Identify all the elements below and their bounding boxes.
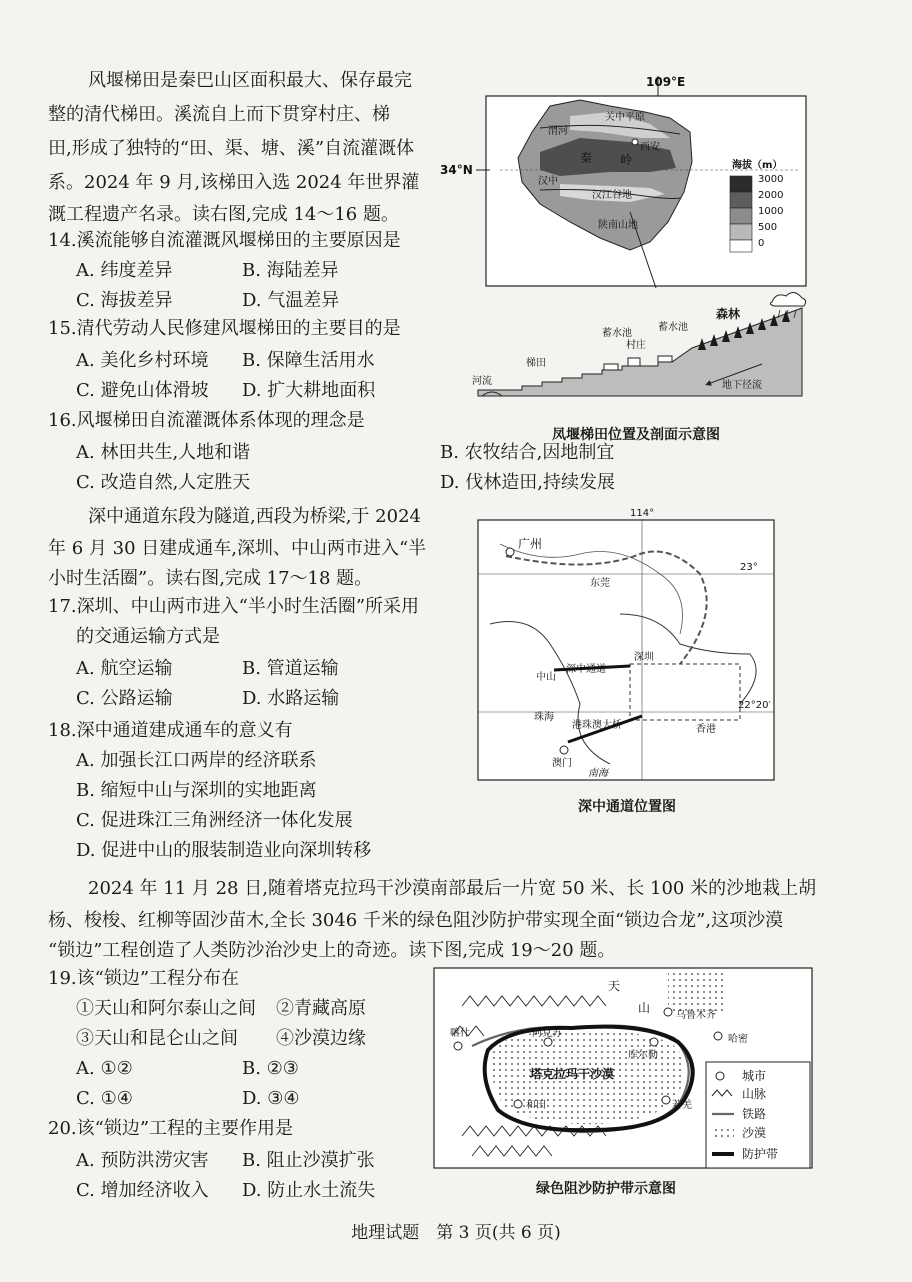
place-label: 汉中: [538, 176, 558, 187]
question-stem: 16.风堰梯田自流灌溉体系体现的理念是: [48, 410, 365, 431]
place-label: 塔克拉玛干沙漠: [530, 1067, 615, 1081]
intro-line: 田,形成了独特的“田、渠、塘、溪”自流灌溉体: [48, 138, 415, 159]
option-a: A. 纬度差异: [76, 260, 173, 281]
figure-caption: 凤堰梯田位置及剖面示意图: [552, 427, 720, 443]
option-a: A. 航空运输: [76, 658, 173, 679]
profile-label: 地下径流: [722, 380, 762, 391]
legend-value: 0: [758, 238, 765, 249]
legend-label: 铁路: [742, 1107, 767, 1121]
intro-line: 2024 年 11 月 28 日,随着塔克拉玛干沙漠南部最后一片宽 50 米、长 100 米的沙地栽上胡: [88, 878, 817, 899]
dzungaria-desert: [668, 972, 726, 1012]
option-a: A. 加强长江口两岸的经济联系: [76, 750, 317, 771]
option-b: B. 缩短中山与深圳的实地距离: [76, 780, 317, 801]
legend-label: 沙漠: [742, 1126, 767, 1140]
place-label: 阿克苏: [532, 1028, 562, 1039]
intro-line: 整的清代梯田。溪流自上而下贯穿村庄、梯: [48, 104, 390, 125]
place-label: 陕南山地: [598, 220, 638, 231]
place-label: 渭河: [548, 126, 568, 137]
intro-line: 年 6 月 30 日建成通车,深圳、中山两市进入“半: [48, 538, 427, 559]
place-label: 哈密: [728, 1034, 748, 1045]
profile-label: 蓄水池: [602, 328, 632, 339]
question-stem: 18.深中通道建成通车的意义有: [48, 720, 293, 741]
place-label: 广州: [518, 537, 543, 551]
intro-line: 系。2024 年 9 月,该梯田入选 2024 年世界灌: [48, 172, 420, 193]
option-c: C. 改造自然,人定胜天: [76, 472, 251, 493]
place-label: 深中通道: [566, 664, 606, 675]
latitude-label: 22°20′: [738, 700, 771, 711]
figure-caption: 绿色阻沙防护带示意图: [536, 1181, 676, 1197]
profile-label: 蓄水池: [658, 322, 688, 333]
shelterbelt-map: [432, 966, 814, 1172]
option-c: C. 增加经济收入: [76, 1180, 209, 1201]
legend-value: 1000: [758, 206, 784, 217]
reservoir-2: [658, 356, 672, 362]
place-label: 西安: [640, 142, 660, 153]
option-d: D. 水路运输: [242, 688, 340, 709]
place-label: 南海: [588, 768, 608, 779]
figure-caption: 深中通道位置图: [578, 799, 676, 815]
option-b: B. 海陆差异: [242, 260, 339, 281]
option-d: D. ③④: [242, 1088, 300, 1109]
profile-label: 河流: [472, 376, 492, 387]
place-label: 港珠澳大桥: [572, 720, 622, 731]
option-d: D. 伐林造田,持续发展: [440, 472, 615, 493]
intro-line: 深中通道东段为隧道,西段为桥梁,于 2024: [88, 506, 421, 527]
place-label: 和田: [526, 1100, 546, 1111]
intro-line: “锁边”工程创造了人类防沙治沙史上的奇迹。读下图,完成 19～20 题。: [48, 940, 616, 961]
place-label: 东莞: [590, 578, 610, 589]
question-stem: 19.该“锁边”工程分布在: [48, 968, 240, 989]
option-c: C. 避免山体滑坡: [76, 380, 209, 401]
option-d: D. 扩大耕地面积: [242, 380, 376, 401]
place-label: 深圳: [634, 652, 654, 663]
statement-1: ①天山和阿尔泰山之间: [76, 998, 256, 1019]
option-b: B. 管道运输: [242, 658, 339, 679]
legend-title: 海拔（m）: [732, 160, 783, 171]
statement-2: ②青藏高原: [276, 998, 366, 1019]
option-d: D. 气温差异: [242, 290, 340, 311]
profile-label: 村庄: [626, 340, 646, 351]
place-label: 秦: [580, 151, 593, 165]
legend-value: 500: [758, 222, 778, 233]
option-a: A. 林田共生,人地和谐: [76, 442, 251, 463]
statement-3: ③天山和昆仑山之间: [76, 1028, 238, 1049]
shenzhong-link-map: [470, 504, 790, 794]
latitude-label: 23°: [740, 562, 758, 573]
legend-value: 2000: [758, 190, 784, 201]
profile-label: 梯田: [526, 358, 546, 369]
page-footer: 地理试题 第 3 页(共 6 页): [351, 1223, 561, 1243]
legend-label: 山脉: [742, 1087, 767, 1101]
intro-line: 杨、梭梭、红柳等固沙苗木,全长 3046 千米的绿色阻沙防护带实现全面“锁边合龙”,这项沙漠: [48, 910, 784, 931]
place-label: 若羌: [672, 1100, 692, 1111]
place-label: 库尔勒: [628, 1050, 658, 1061]
option-b: B. 农牧结合,因地制宜: [440, 442, 615, 463]
option-c: C. 海拔差异: [76, 290, 173, 311]
place-label: 澳门: [552, 758, 572, 769]
place-label: 关中平原: [605, 112, 645, 123]
legend-value: 3000: [758, 174, 784, 185]
longitude-label: 114°: [630, 508, 655, 519]
intro-line: 风堰梯田是秦巴山区面积最大、保存最完: [88, 70, 412, 91]
intro-line: 小时生活圈”。读右图,完成 17～18 题。: [48, 568, 373, 589]
place-label: 汉江谷地: [592, 190, 632, 201]
question-stem-line-2: 的交通运输方式是: [76, 626, 220, 647]
statement-4: ④沙漠边缘: [276, 1028, 366, 1049]
cloud-icon: [770, 292, 805, 306]
terrace-profile-diagram: [462, 288, 812, 418]
legend-label: 城市: [742, 1069, 767, 1083]
option-a: A. 美化乡村环境: [76, 350, 209, 371]
place-label: 喀什: [450, 1028, 470, 1039]
place-label: 中山: [536, 672, 556, 683]
profile-label: 森林: [716, 307, 741, 321]
option-b: B. 保障生活用水: [242, 350, 375, 371]
place-label: 山: [638, 1001, 651, 1015]
legend-label: 防护带: [742, 1147, 779, 1161]
option-b: B. ②③: [242, 1058, 299, 1079]
place-label: 香港: [696, 724, 716, 735]
question-stem: 14.溪流能够自流灌溉风堰梯田的主要原因是: [48, 230, 401, 251]
option-a: A. 预防洪涝灾害: [76, 1150, 209, 1171]
option-d: D. 促进中山的服装制造业向深圳转移: [76, 840, 372, 861]
village-icon: [628, 358, 640, 366]
question-stem: 15.清代劳动人民修建风堰梯田的主要目的是: [48, 318, 401, 339]
option-c: C. 公路运输: [76, 688, 173, 709]
qinling-location-map: [440, 72, 810, 290]
option-a: A. ①②: [76, 1058, 133, 1079]
place-label: 乌鲁木齐: [676, 1010, 716, 1021]
option-c: C. 促进珠江三角洲经济一体化发展: [76, 810, 353, 831]
question-stem: 20.该“锁边”工程的主要作用是: [48, 1118, 294, 1139]
place-label: 天: [608, 979, 621, 993]
question-stem: 17.深圳、中山两市进入“半小时生活圈”所采用: [48, 596, 420, 617]
option-c: C. ①④: [76, 1088, 133, 1109]
reservoir-1: [604, 364, 618, 370]
place-label: 珠海: [534, 712, 554, 723]
option-d: D. 防止水土流失: [242, 1180, 376, 1201]
intro-line: 溉工程遗产名录。读右图,完成 14～16 题。: [48, 204, 399, 225]
longitude-label: 109°E: [646, 75, 686, 89]
latitude-label: 34°N: [440, 163, 473, 177]
option-b: B. 阻止沙漠扩张: [242, 1150, 375, 1171]
place-label: 岭: [620, 153, 633, 167]
